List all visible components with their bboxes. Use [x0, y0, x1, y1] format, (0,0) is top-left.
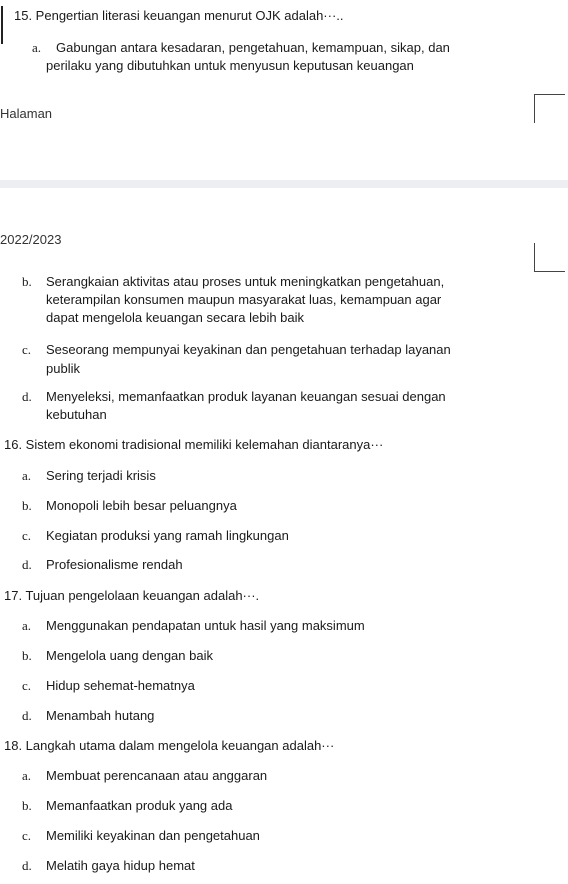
option-text: Memanfaatkan produk yang ada	[46, 798, 233, 813]
option-letter: b.	[22, 498, 32, 513]
option-text: Serangkaian aktivitas atau proses untuk meningkatkan pengetahuan,	[46, 274, 445, 289]
option-text: Memiliki keyakinan dan pengetahuan	[46, 828, 260, 843]
option-letter: d.	[22, 858, 32, 873]
option-text: Kegiatan produksi yang ramah lingkungan	[46, 528, 289, 543]
option-15a	[32, 40, 450, 56]
option-text: Menggunakan pendapatan untuk hasil yang maksimum	[46, 618, 365, 633]
option-16c	[22, 528, 289, 544]
option-letter: d.	[22, 708, 32, 723]
option-letter: a.	[22, 768, 32, 783]
option-text: Hidup sehemat-hematnya	[46, 678, 195, 693]
option-18b	[22, 798, 232, 814]
option-16a	[22, 468, 156, 484]
margin-bar	[1, 6, 3, 44]
option-text: Seseorang mempunyai keyakinan dan pengetahuan terhadap layanan	[46, 342, 451, 357]
option-text: Monopoli lebih besar peluangnya	[46, 498, 237, 513]
option-17a	[22, 618, 365, 634]
option-letter: b.	[22, 648, 32, 663]
option-18c	[22, 828, 260, 844]
option-text: Membuat perencanaan atau anggaran	[46, 768, 268, 783]
option-text: Gabungan antara kesadaran, pengetahuan, kemampuan, sikap, dan	[56, 40, 450, 55]
option-18d	[22, 858, 195, 874]
option-letter: c.	[22, 828, 32, 843]
question-15: 15. Pengertian literasi keuangan menurut OJK adalah···..	[14, 8, 344, 23]
option-17c	[22, 678, 195, 694]
question-18: 18. Langkah utama dalam mengelola keuangan adalah···	[4, 738, 335, 753]
option-17d	[22, 708, 154, 724]
page-corner-mark	[534, 243, 565, 272]
option-16d	[22, 557, 183, 573]
option-letter: d.	[22, 389, 32, 404]
option-15b	[22, 274, 444, 290]
option-letter: b.	[22, 798, 32, 813]
option-text: Menambah hutang	[46, 708, 155, 723]
option-text: Sering terjadi krisis	[46, 468, 156, 483]
year-label: 2022/2023	[0, 232, 62, 247]
option-text: Menyeleksi, memanfaatkan produk layanan keuangan sesuai dengan	[46, 389, 446, 404]
option-15b-cont: dapat mengelola keuangan secara lebih baik	[46, 310, 305, 325]
option-letter: c.	[22, 342, 32, 357]
option-text: Melatih gaya hidup hemat	[46, 858, 195, 873]
option-text: Profesionalisme rendah	[46, 557, 183, 572]
option-18a	[22, 768, 267, 784]
option-letter: c.	[22, 678, 32, 693]
option-letter: c.	[22, 528, 32, 543]
option-17b	[22, 648, 213, 664]
question-17: 17. Tujuan pengelolaan keuangan adalah···.	[4, 588, 260, 603]
option-letter: d.	[22, 557, 32, 572]
option-text: Mengelola uang dengan baik	[46, 648, 213, 663]
option-15a-cont: perilaku yang dibutuhkan untuk menyusun keputusan keuangan	[46, 58, 414, 73]
option-15c	[22, 342, 451, 358]
page-corner-mark	[534, 94, 565, 123]
option-letter: a.	[32, 40, 42, 55]
option-15d-cont: kebutuhan	[46, 407, 107, 422]
option-15d	[22, 389, 446, 405]
question-16: 16. Sistem ekonomi tradisional memiliki kelemahan diantaranya···	[4, 437, 384, 452]
option-16b	[22, 498, 237, 514]
option-15b-cont: keterampilan konsumen maupun masyarakat luas, kemampuan agar	[46, 292, 442, 307]
option-letter: b.	[22, 274, 32, 289]
option-letter: a.	[22, 468, 32, 483]
page-label: Halaman	[0, 106, 53, 121]
option-15c-cont: publik	[46, 361, 80, 376]
option-letter: a.	[22, 618, 32, 633]
page-divider	[0, 180, 568, 188]
